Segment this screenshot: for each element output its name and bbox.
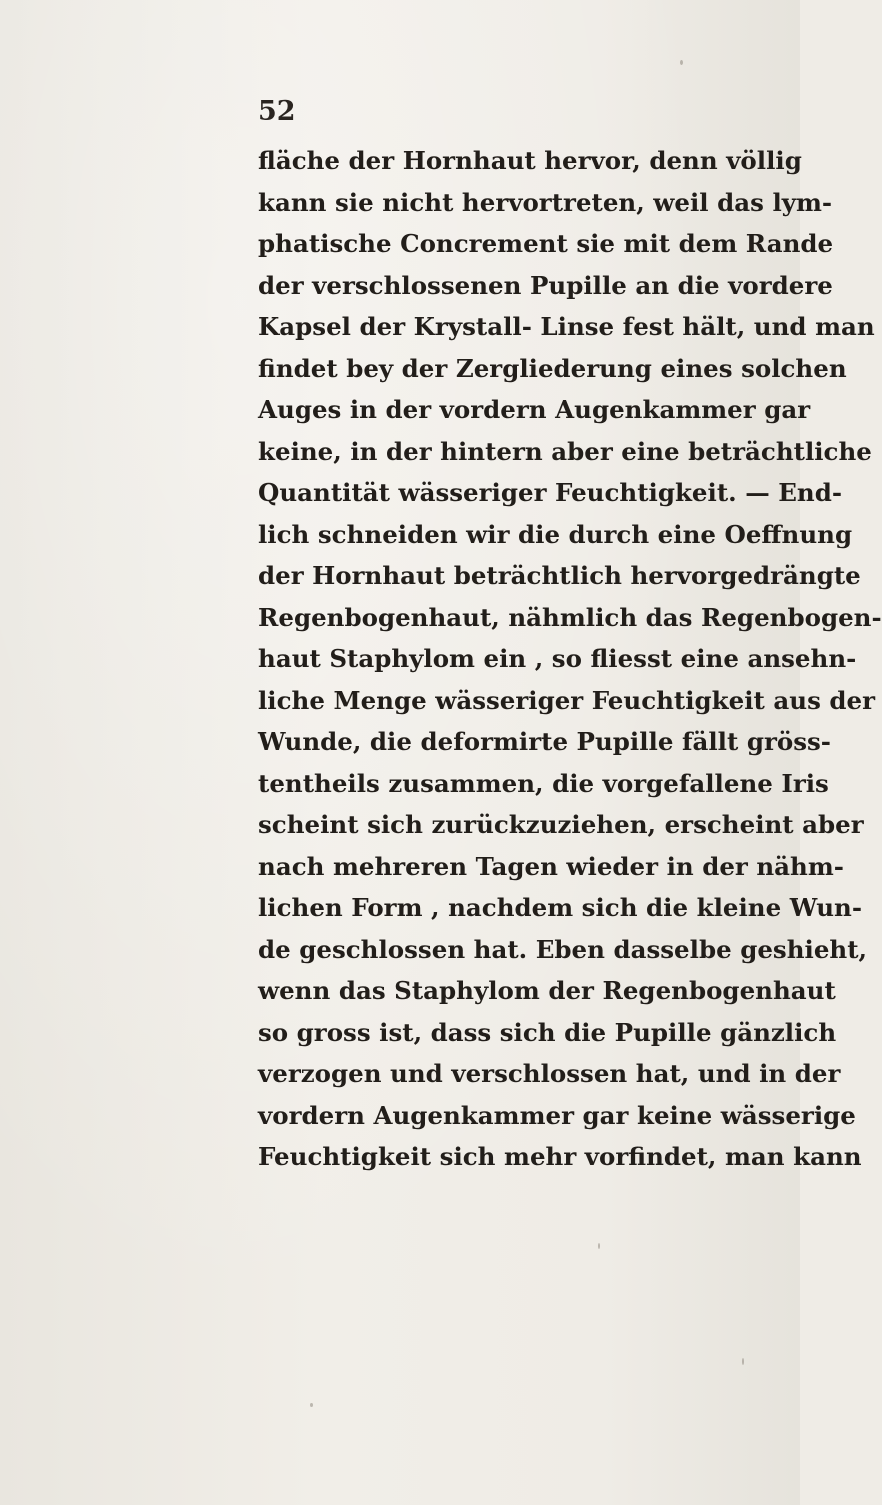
text-line: phatische Concrement sie mit dem Rande xyxy=(258,229,834,258)
text-line: vordern Augenkammer gar keine wässerige xyxy=(258,1100,856,1130)
text-line: kann sie nicht hervortreten, weil das lym- xyxy=(258,187,833,217)
page-number: 52 xyxy=(258,96,296,127)
text-line: keine, in der hintern aber eine beträchtliche xyxy=(258,436,872,466)
text-line: Quantität wässeriger Feuchtigkeit. — End- xyxy=(258,478,843,507)
paper-speck xyxy=(598,1243,600,1249)
text-line: nach mehreren Tagen wieder in der nähm- xyxy=(258,851,844,881)
text-line: tentheils zusammen, die vorgefallene Iris xyxy=(258,768,829,798)
text-line: der verschlossenen Pupille an die vordere xyxy=(258,270,833,300)
text-line: verzogen und verschlossen hat, und in der xyxy=(258,1059,841,1088)
paper-speck xyxy=(310,1403,313,1407)
text-line: so gross ist, dass sich die Pupille gänzlich xyxy=(258,1017,837,1047)
text-line: lich schneiden wir die durch eine Oeffnung xyxy=(258,519,853,549)
text-line: Feuchtigkeit sich mehr vorfindet, man kann xyxy=(258,1142,862,1171)
text-line: der Hornhaut beträchtlich hervorgedrängte xyxy=(258,561,861,590)
text-line: Auges in der vordern Augenkammer gar xyxy=(258,395,811,424)
paper-speck xyxy=(680,60,683,65)
text-line: Wunde, die deformirte Pupille fällt gröss- xyxy=(258,727,831,756)
body-text xyxy=(258,140,882,1178)
text-line: fläche der Hornhaut hervor, denn völlig xyxy=(258,146,802,175)
text-line: Regenbogenhaut, nähmlich das Regenbogen- xyxy=(258,602,882,632)
text-line: scheint sich zurückzuziehen, erscheint aber xyxy=(258,810,864,839)
text-line: Kapsel der Krystall- Linse fest hält, und man xyxy=(258,312,875,341)
text-line: wenn das Staphylom der Regenbogenhaut xyxy=(258,976,836,1005)
paper-speck xyxy=(742,1358,744,1365)
text-line: liche Menge wässeriger Feuchtigkeit aus der xyxy=(258,685,876,715)
text-line: findet bey der Zergliederung eines solchen xyxy=(258,353,847,383)
text-line: lichen Form , nachdem sich die kleine Wun- xyxy=(258,893,863,922)
text-line: haut Staphylom ein , so fliesst eine ansehn- xyxy=(258,644,857,673)
text-line: de geschlossen hat. Eben dasselbe geshieht, xyxy=(258,934,868,964)
